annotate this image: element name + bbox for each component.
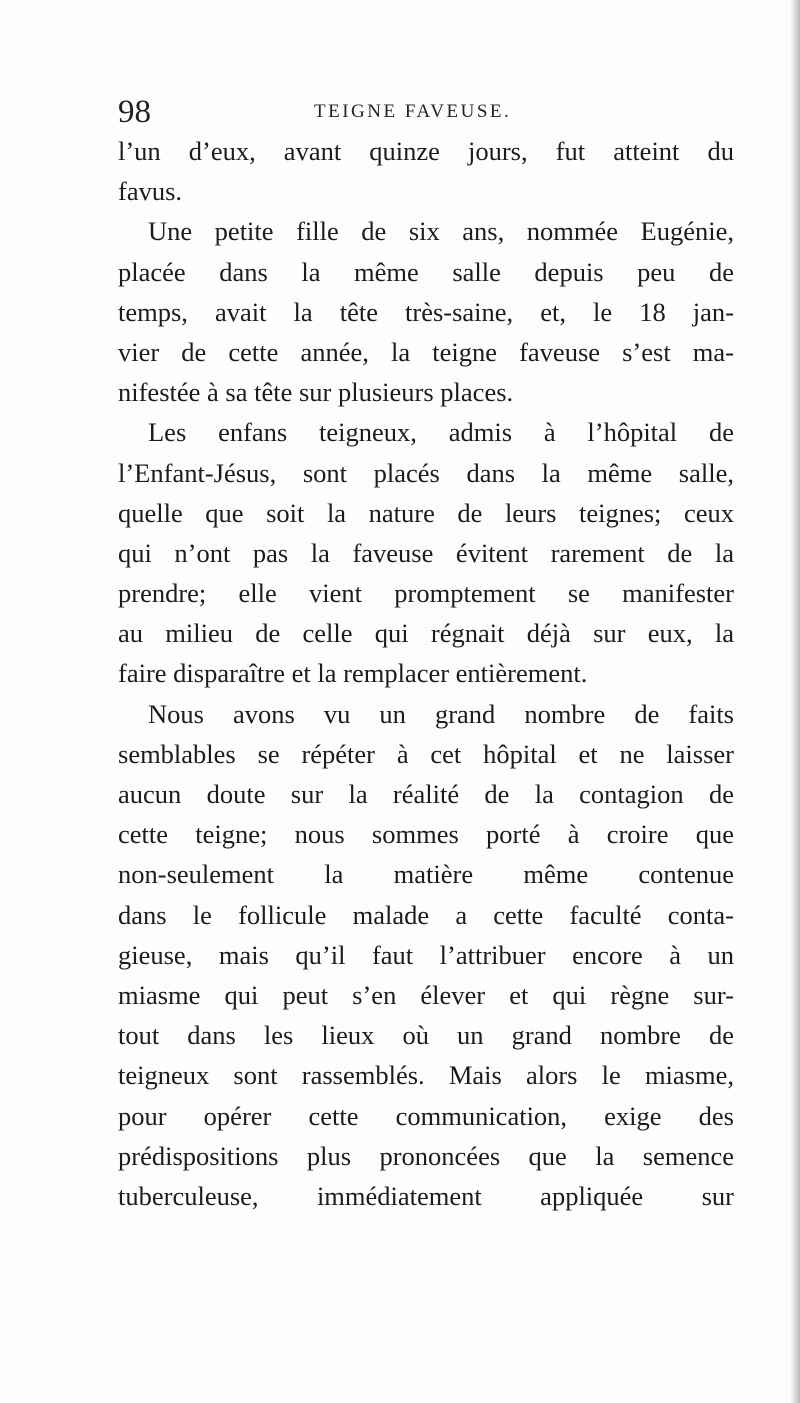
text-line: dans le follicule malade a cette faculté conta- [118, 899, 734, 930]
text-line: aucun doute sur la réalité de la contagion de [118, 779, 734, 809]
text-line: vier de cette année, la teigne faveuse s’est ma- [118, 336, 734, 367]
text-line: non-seulement la matière même contenue [118, 859, 734, 890]
text-line: temps, avait la tête très-saine, et, le 18 jan- [118, 296, 734, 327]
running-title: TEIGNE FAVEUSE. [314, 101, 512, 122]
text-line: gieuse, mais qu’il faut l’attribuer encore à un [118, 939, 734, 970]
text-line: cette teigne; nous sommes porté à croire que [118, 819, 734, 850]
text-line: quelle que soit la nature de leurs teignes; ceux [118, 497, 734, 528]
text-line: pour opérer cette communication, exige des [118, 1100, 734, 1131]
text-line: miasme qui peut s’en élever et qui règne sur- [118, 979, 734, 1010]
body-text [118, 131, 734, 1216]
text-line: Nous avons vu un grand nombre de faits [148, 698, 734, 729]
text-line: Les enfans teigneux, admis à l’hôpital de [148, 417, 734, 448]
text-line: tuberculeuse, immédiatement appliquée sur [118, 1180, 734, 1211]
text-line: l’un d’eux, avant quinze jours, fut atteint du [118, 136, 734, 166]
text-line: l’Enfant-Jésus, sont placés dans la même salle, [118, 457, 734, 488]
text-line: prendre; elle vient promptement se manifester [118, 578, 734, 609]
text-line: favus. [118, 176, 183, 207]
text-line: teigneux sont rassemblés. Mais alors le miasme, [118, 1060, 734, 1091]
text-line: tout dans les lieux où un grand nombre de [118, 1020, 734, 1051]
text-line: prédispositions plus prononcées que la semence [118, 1140, 734, 1171]
running-header [118, 92, 734, 132]
text-line: nifestée à sa tête sur plusieurs places. [118, 377, 514, 408]
text-line: Une petite fille de six ans, nommée Eugénie, [148, 216, 734, 247]
page-edge-shadow [790, 0, 800, 1403]
page-number: 98 [118, 94, 151, 130]
text-line: au milieu de celle qui régnait déjà sur eux, la [118, 618, 734, 649]
text-line: placée dans la même salle depuis peu de [118, 256, 734, 287]
text-line: semblables se répéter à cet hôpital et ne laisser [118, 738, 734, 769]
text-line: qui n’ont pas la faveuse évitent rarement de la [118, 537, 734, 568]
text-line: faire disparaître et la remplacer entièrement. [118, 658, 588, 689]
